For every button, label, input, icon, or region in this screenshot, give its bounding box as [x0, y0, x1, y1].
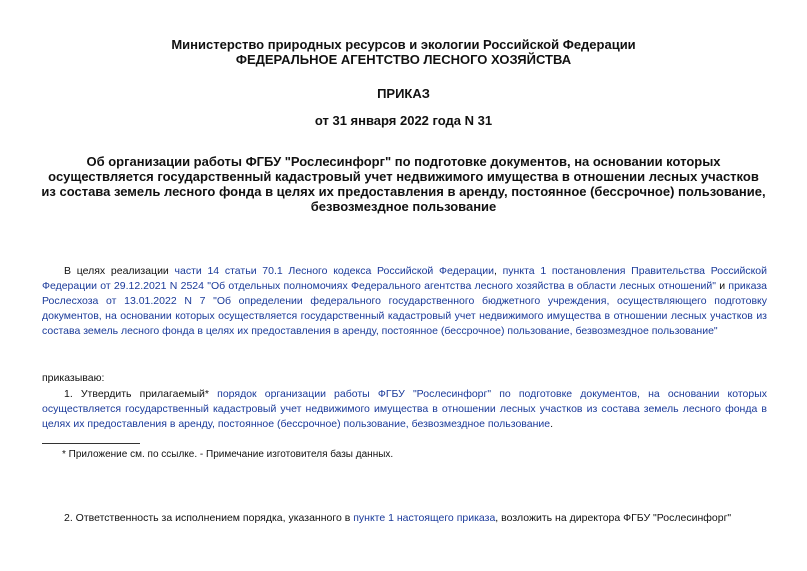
item-2-paragraph — [42, 511, 767, 526]
preamble-intro: В целях реализации — [64, 265, 175, 277]
ministry-name: Министерство природных ресурсов и экологии Российской Федерации — [171, 37, 636, 52]
link-government-decree[interactable]: пункта 1 постановления Правительства Российской Федерации от 29.12.2021 N 2524 "Об отдельных полномочиях Федерального агентства лесного хозяйства в области лесных отношений" — [42, 265, 767, 292]
item-1-paragraph — [42, 387, 767, 432]
item-1-suffix: . — [550, 418, 554, 430]
preamble-sep2: и — [716, 280, 729, 292]
agency-name: ФЕДЕРАЛЬНОЕ АГЕНТСТВО ЛЕСНОГО ХОЗЯЙСТВА — [235, 52, 572, 67]
doc-type: ПРИКАЗ — [377, 86, 430, 101]
footnote-separator — [42, 443, 140, 444]
item-1-prefix: 1. Утвердить прилагаемый* — [64, 388, 218, 400]
item-2-prefix: 2. Ответственность за исполнением порядка, указанного в — [64, 512, 354, 524]
footnote: * Приложение см. по ссылке. - Примечание изготовителя базы данных. — [62, 449, 394, 460]
item-2-suffix: , возложить на директора ФГБУ "Рослесинфорг" — [495, 512, 732, 524]
doc-date-number: от 31 января 2022 года N 31 — [314, 113, 493, 128]
link-approved-procedure[interactable]: порядок организации работы ФГБУ "Рослесинфорг" по подготовке документов, на основании которых осуществляется государственный кадастровый учет недвижимого имущества в отношении лесных участков из состава земель лесного фонда в целях их предоставления в аренду, постоянное (бессрочное) пользование, безвозмездное пользование — [42, 388, 768, 430]
doc-title: Об организации работы ФГБУ "Рослесинфорг" по подготовке документов, на основании которых осуществляется государственный кадастровый учет недвижимого имущества в отношении лесных участков из состава земель лесного фонда в целях их предоставления в аренду, постоянное (бессрочное) пользование, безвозмездное пользование — [41, 154, 766, 214]
preamble-sep1: , — [493, 265, 503, 277]
link-item-1[interactable]: пункте 1 настоящего приказа — [353, 512, 496, 524]
link-forest-code[interactable]: части 14 статьи 70.1 Лесного кодекса Российской Федерации — [174, 265, 494, 277]
preamble-paragraph — [42, 264, 767, 339]
link-rosleshoz-order[interactable]: приказа Рослесхоза от 13.01.2022 N 7 "Об определении федерального государственного бюджетного учреждения, осуществляющего подготовку документов, на основании которых осуществляется государственный кадастровый учет недвижимого имущества в отношении лесных участков из состава земель лесного фонда в целях их предоставления в аренду, постоянное (бессрочное) пользование, безвозмездное пользование" — [42, 280, 767, 337]
orders-word: приказываю: — [42, 372, 105, 384]
